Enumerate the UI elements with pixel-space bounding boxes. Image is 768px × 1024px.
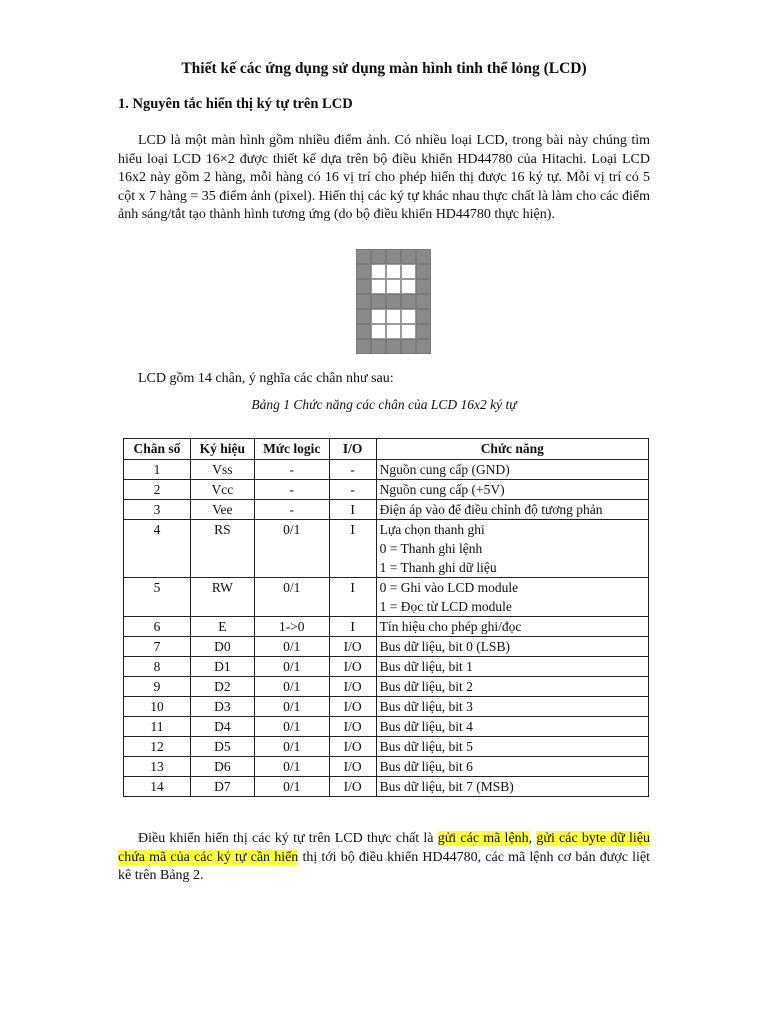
- pixel-off: [386, 264, 401, 279]
- cell-symbol: Vee: [190, 500, 254, 520]
- intro-paragraph: [118, 132, 650, 225]
- cell-io: I/O: [329, 657, 376, 677]
- pixel-on: [416, 339, 431, 354]
- function-line: 0 = Thanh ghi lệnh: [379, 541, 483, 556]
- cell-io: -: [329, 460, 376, 480]
- cell-io: I: [329, 520, 376, 578]
- cell-io: -: [329, 480, 376, 500]
- cell-function: [376, 697, 648, 717]
- pixel-on: [356, 309, 371, 324]
- pixel-on: [386, 249, 401, 264]
- table-row: [124, 697, 649, 717]
- header-logic: Mức logic: [254, 439, 329, 460]
- function-line: Tín hiệu cho phép ghi/đọc: [379, 619, 522, 634]
- pin-intro-paragraph: LCD gồm 14 chân, ý nghĩa các chân như sau:: [138, 371, 394, 386]
- function-line: Bus dữ liệu, bit 2: [379, 679, 473, 694]
- cell-logic: 0/1: [254, 520, 329, 578]
- function-line: Bus dữ liệu, bit 0 (LSB): [379, 639, 510, 654]
- pixel-off: [371, 279, 386, 294]
- function-line: Nguồn cung cấp (+5V): [379, 482, 505, 497]
- cell-function: [376, 520, 648, 578]
- function-line: Bus dữ liệu, bit 3: [379, 699, 473, 714]
- cell-pin: 4: [124, 520, 191, 578]
- pixel-on: [416, 264, 431, 279]
- cell-function: [376, 777, 648, 797]
- cell-symbol: D6: [190, 757, 254, 777]
- cell-function: [376, 500, 648, 520]
- cell-logic: 0/1: [254, 717, 329, 737]
- header-symbol: Ký hiệu: [190, 439, 254, 460]
- cell-symbol: D3: [190, 697, 254, 717]
- function-line: Bus dữ liệu, bit 1: [379, 659, 473, 674]
- cell-function: [376, 480, 648, 500]
- pixel-off: [401, 264, 416, 279]
- table-row: [124, 717, 649, 737]
- table-row: [124, 637, 649, 657]
- intro-paragraph-text: LCD là một màn hình gồm nhiều điểm ảnh. Có nhiều loại LCD, trong bài này chúng tìm hiểu loại LCD 16×2 được thiết kế dựa trên bộ điều khiển HD44780 của Hitachi. Loại LCD 16x2 này gồm 2 hàng, mỗi hàng có 16 vị trí cho phép hiển thị được 16 ký tự. Mỗi vị trí có 5 cột x 7 hàng = 35 điểm ảnh (pixel). Hiển thị các ký tự khác nhau thực chất là làm cho các điểm ảnh sáng/tắt tạo thành hình tương ứng (do bộ điều khiển HD44780 thực hiện).: [118, 133, 650, 223]
- pixel-on: [401, 339, 416, 354]
- pixel-on: [356, 264, 371, 279]
- pixel-on: [416, 249, 431, 264]
- pin-function-table: [123, 438, 649, 797]
- function-line: Bus dữ liệu, bit 7 (MSB): [379, 779, 514, 794]
- highlighted-text-data-bytes: gửi các byte dữ liệu chứa mã của các ký tự cần hiển: [118, 831, 651, 865]
- pixel-off: [386, 309, 401, 324]
- cell-pin: 8: [124, 657, 191, 677]
- cell-logic: 0/1: [254, 578, 329, 617]
- cell-pin: 14: [124, 777, 191, 797]
- cell-function: [376, 737, 648, 757]
- cell-function: [376, 677, 648, 697]
- pixel-off: [371, 324, 386, 339]
- cell-pin: 7: [124, 637, 191, 657]
- cell-symbol: RS: [190, 520, 254, 578]
- function-line: 1 = Thanh ghi dữ liệu: [379, 560, 497, 575]
- cell-io: I: [329, 578, 376, 617]
- pixel-on: [356, 339, 371, 354]
- pixel-on: [401, 249, 416, 264]
- cell-pin: 12: [124, 737, 191, 757]
- cell-pin: 1: [124, 460, 191, 480]
- cell-pin: 10: [124, 697, 191, 717]
- pixel-on: [386, 294, 401, 309]
- cell-pin: 3: [124, 500, 191, 520]
- table-row: [124, 657, 649, 677]
- function-line: Bus dữ liệu, bit 5: [379, 739, 473, 754]
- pixel-on: [416, 324, 431, 339]
- closing-text-separator: ,: [528, 831, 537, 846]
- cell-pin: 6: [124, 617, 191, 637]
- cell-logic: 0/1: [254, 637, 329, 657]
- pixel-off: [371, 309, 386, 324]
- cell-io: I: [329, 500, 376, 520]
- cell-symbol: Vss: [190, 460, 254, 480]
- table-row: [124, 777, 649, 797]
- pixel-on: [416, 279, 431, 294]
- function-line: 1 = Đọc từ LCD module: [379, 599, 512, 614]
- cell-logic: 0/1: [254, 697, 329, 717]
- pixel-off: [401, 324, 416, 339]
- pixel-on: [401, 294, 416, 309]
- pixel-off: [401, 309, 416, 324]
- cell-symbol: D4: [190, 717, 254, 737]
- pixel-on: [416, 309, 431, 324]
- closing-text-suffix: thị tới bộ điều khiển HD44780, các mã lệnh cơ bản được liệt kê trên Bảng 2.: [118, 849, 650, 884]
- pixel-on: [356, 294, 371, 309]
- cell-function: [376, 637, 648, 657]
- table-caption: Bảng 1 Chức năng các chân của LCD 16x2 ký tự: [251, 397, 517, 412]
- cell-symbol: D7: [190, 777, 254, 797]
- header-io: I/O: [329, 439, 376, 460]
- cell-symbol: D2: [190, 677, 254, 697]
- cell-logic: 0/1: [254, 657, 329, 677]
- pixel-on: [371, 294, 386, 309]
- header-pin: Chân số: [124, 439, 191, 460]
- cell-io: I/O: [329, 677, 376, 697]
- cell-io: I/O: [329, 777, 376, 797]
- pixel-on: [416, 294, 431, 309]
- cell-function: [376, 717, 648, 737]
- closing-text-prefix: Điều khiển hiển thị các ký tự trên LCD thực chất là: [138, 831, 438, 846]
- cell-io: I/O: [329, 637, 376, 657]
- pixel-on: [371, 339, 386, 354]
- cell-function: [376, 657, 648, 677]
- cell-function: [376, 460, 648, 480]
- table-row: [124, 757, 649, 777]
- pixel-off: [386, 324, 401, 339]
- cell-symbol: D5: [190, 737, 254, 757]
- pixel-on: [371, 249, 386, 264]
- cell-symbol: RW: [190, 578, 254, 617]
- table-row: [124, 460, 649, 480]
- cell-logic: -: [254, 460, 329, 480]
- cell-symbol: E: [190, 617, 254, 637]
- table-row: [124, 578, 649, 617]
- pixel-on: [356, 279, 371, 294]
- cell-function: [376, 617, 648, 637]
- cell-logic: -: [254, 500, 329, 520]
- closing-paragraph: [118, 830, 650, 886]
- table-header-row: [124, 439, 649, 460]
- table-row: [124, 500, 649, 520]
- function-line: Lựa chọn thanh ghi: [379, 522, 485, 537]
- highlighted-text-commands: gửi các mã lệnh: [437, 831, 529, 846]
- cell-symbol: Vcc: [190, 480, 254, 500]
- table-row: [124, 480, 649, 500]
- cell-logic: 0/1: [254, 737, 329, 757]
- pixel-on: [386, 339, 401, 354]
- function-line: Bus dữ liệu, bit 6: [379, 759, 473, 774]
- cell-function: [376, 578, 648, 617]
- cell-logic: -: [254, 480, 329, 500]
- table-row: [124, 520, 649, 578]
- cell-symbol: D1: [190, 657, 254, 677]
- table-row: [124, 737, 649, 757]
- pixel-matrix-figure: [356, 249, 431, 354]
- function-line: Điện áp vào để điều chỉnh độ tương phản: [379, 502, 603, 517]
- cell-function: [376, 757, 648, 777]
- cell-pin: 11: [124, 717, 191, 737]
- cell-pin: 13: [124, 757, 191, 777]
- pixel-off: [386, 279, 401, 294]
- cell-logic: 1->0: [254, 617, 329, 637]
- function-line: Bus dữ liệu, bit 4: [379, 719, 473, 734]
- cell-io: I/O: [329, 737, 376, 757]
- cell-pin: 2: [124, 480, 191, 500]
- table-row: [124, 617, 649, 637]
- cell-io: I/O: [329, 757, 376, 777]
- cell-io: I/O: [329, 697, 376, 717]
- function-line: 0 = Ghi vào LCD module: [379, 580, 519, 595]
- section-heading: 1. Nguyên tắc hiển thị ký tự trên LCD: [118, 96, 353, 112]
- cell-pin: 9: [124, 677, 191, 697]
- cell-io: I: [329, 617, 376, 637]
- pixel-on: [356, 249, 371, 264]
- cell-io: I/O: [329, 717, 376, 737]
- cell-logic: 0/1: [254, 777, 329, 797]
- cell-logic: 0/1: [254, 757, 329, 777]
- cell-symbol: D0: [190, 637, 254, 657]
- function-line: Nguồn cung cấp (GND): [379, 462, 510, 477]
- header-function: Chức năng: [376, 439, 648, 460]
- pixel-on: [356, 324, 371, 339]
- pixel-off: [371, 264, 386, 279]
- document-title: Thiết kế các ứng dụng sử dụng màn hình tinh thể lỏng (LCD): [181, 60, 587, 77]
- cell-pin: 5: [124, 578, 191, 617]
- cell-logic: 0/1: [254, 677, 329, 697]
- pixel-off: [401, 279, 416, 294]
- table-row: [124, 677, 649, 697]
